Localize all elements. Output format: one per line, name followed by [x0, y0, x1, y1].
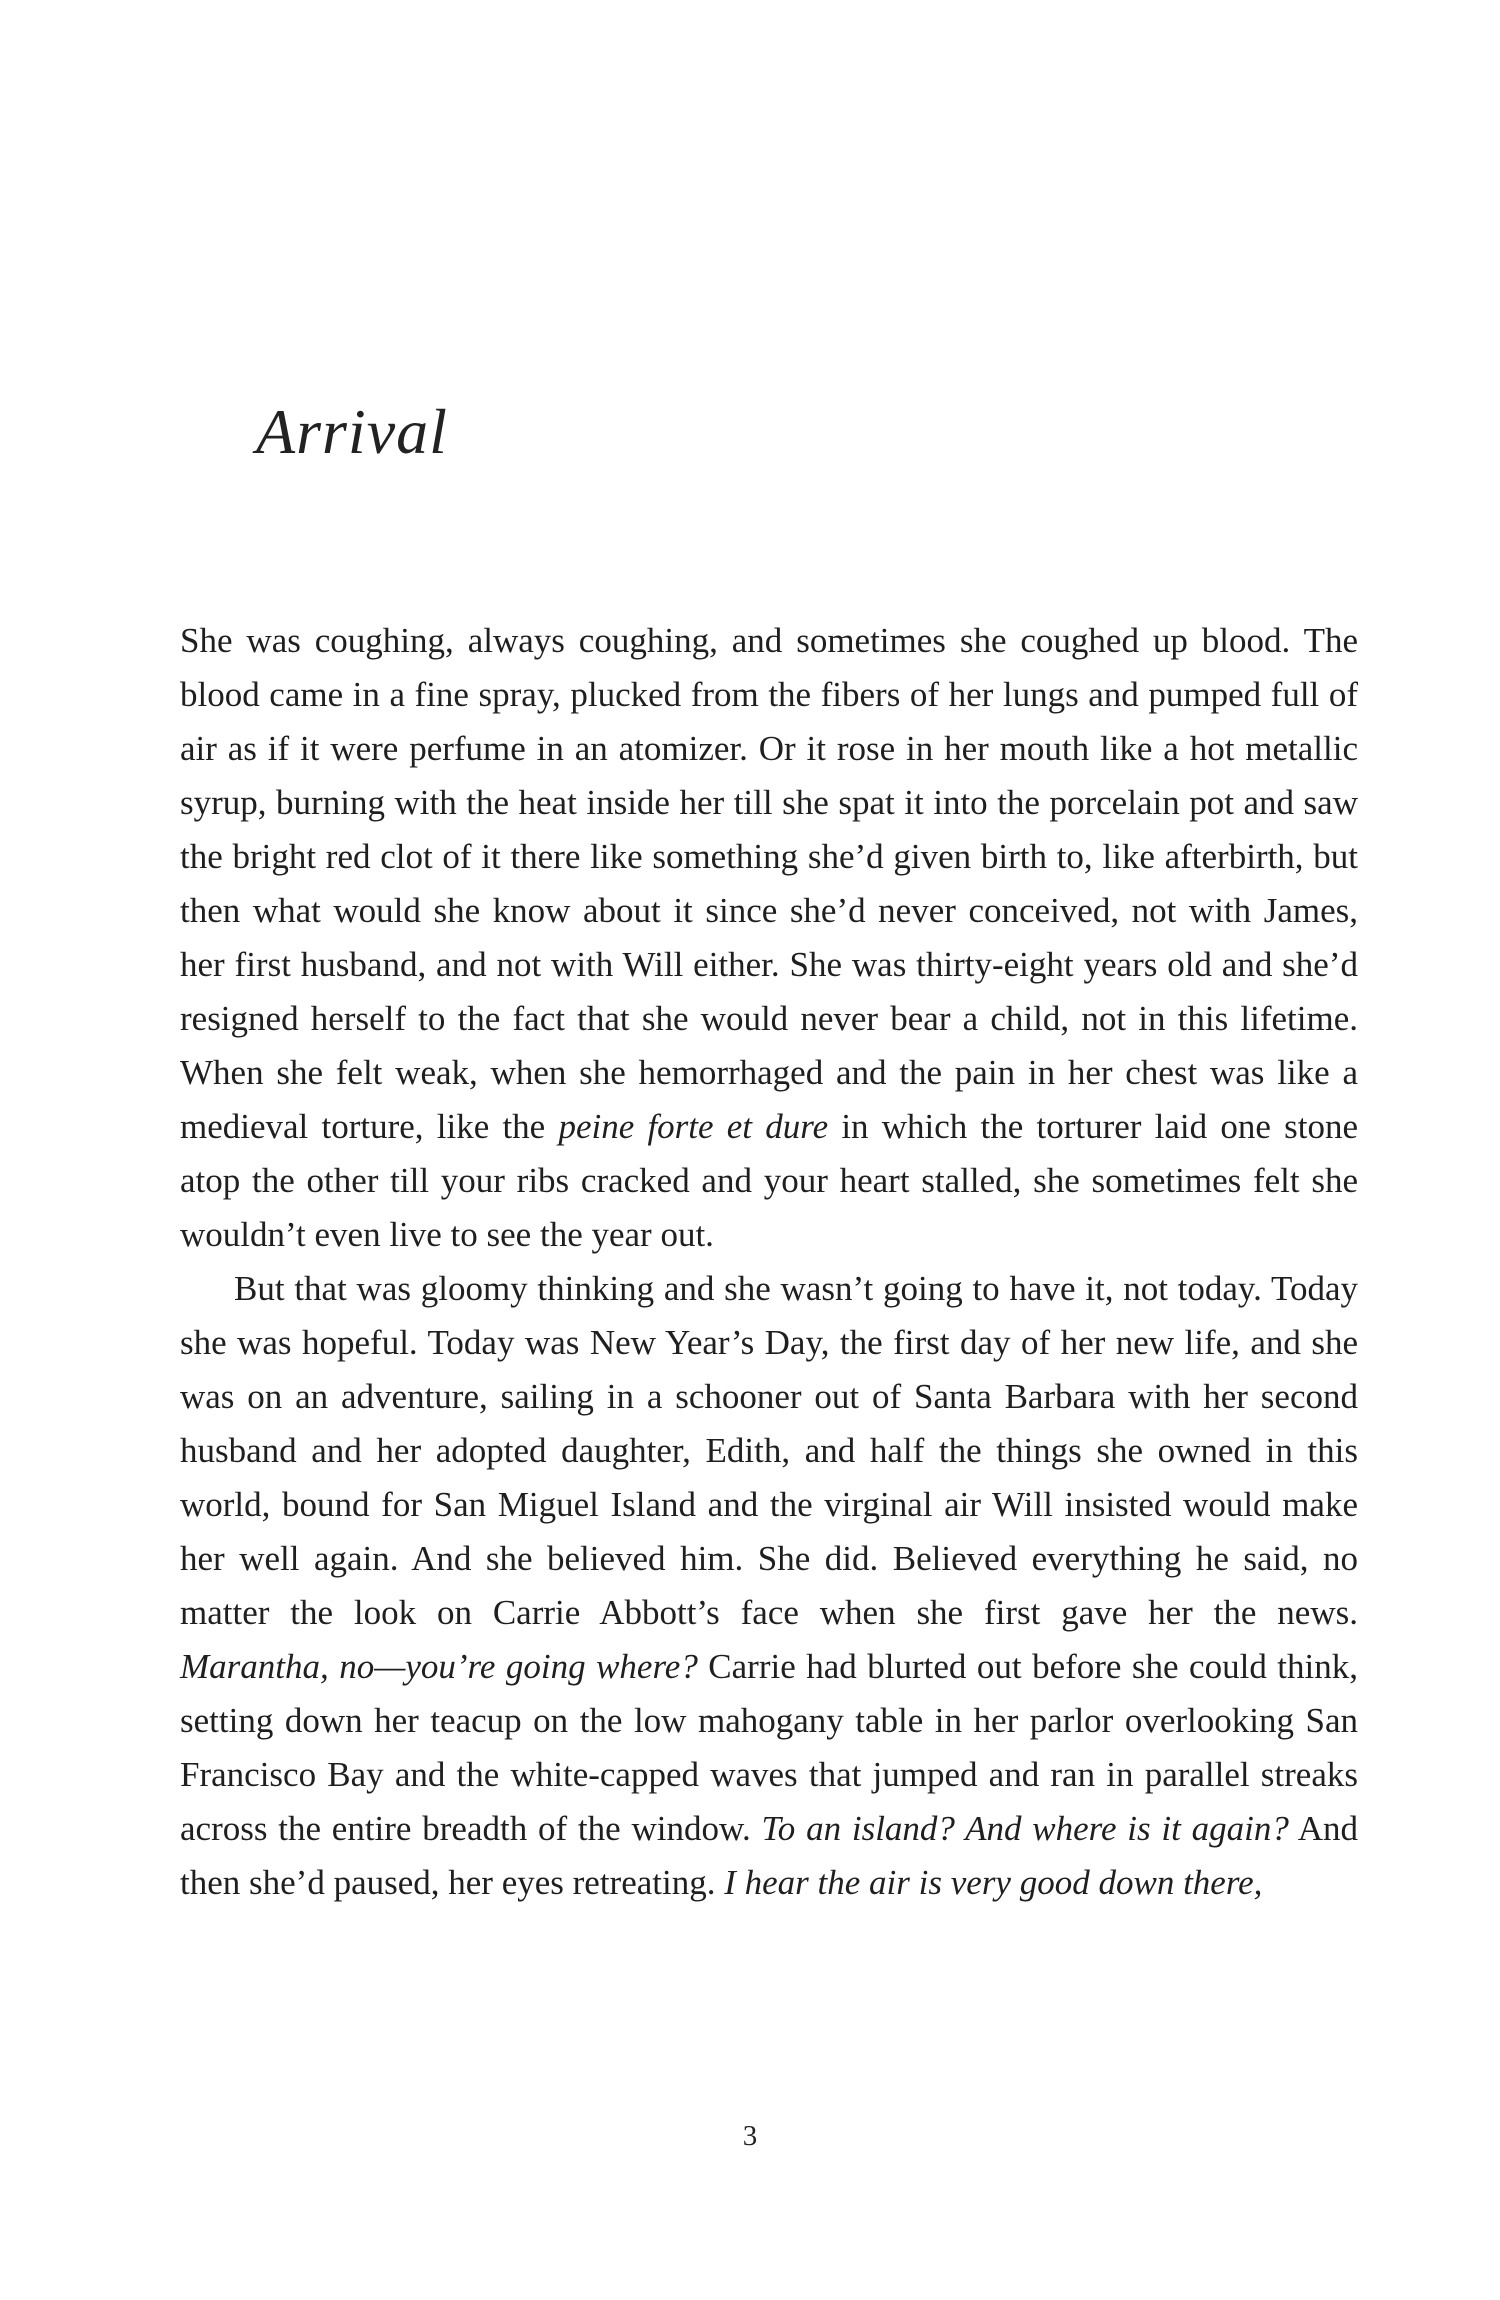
paragraph [180, 614, 1358, 1262]
text-run: And then she’d paused, her eyes retreating. [180, 1809, 1358, 1902]
text-run: But that was gloomy thinking and she wasn’t going to have it, not today. Today she was hopeful. Today was New Year’s Day, the first day of her new life, and she was on an adventure, sailing in a schooner out of Santa Barbara with her second husband and her adopted daughter, Edith, and half the things she owned in this world, bound for San Miguel Island and the virginal air Will insisted would make her well again. And she believed him. She did. Believed everything he said, no matter the look on Carrie Abbott’s face when she first gave her the news. [180, 1269, 1358, 1632]
page-number: 3 [742, 2120, 758, 2152]
italic-text-run: peine forte et dure [558, 1107, 829, 1146]
italic-text-run: I hear the air is very good down there, [724, 1863, 1263, 1902]
italic-text-run: To an island? And where is it again? [761, 1809, 1289, 1848]
text-run: in which the torturer laid one stone atop the other till your ribs cracked and your heart stalled, she sometimes felt she wouldn’t even live to see the year out. [180, 1107, 1358, 1254]
chapter-title: Arrival [256, 396, 448, 467]
paragraph [180, 1262, 1358, 1910]
text-run: She was coughing, always coughing, and sometimes she coughed up blood. The blood came in a fine spray, plucked from the fibers of her lungs and pumped full of air as if it were perfume in an atomizer. Or it rose in her mouth like a hot metallic syrup, burning with the heat inside her till she spat it into the porcelain pot and saw the bright red clot of it there like something she’d given birth to, like afterbirth, but then what would she know about it since she’d never conceived, not with James, her first husband, and not with Will either. She was thirty-eight years old and she’d resigned herself to the fact that she would never bear a child, not in this lifetime. When she felt weak, when she hemorrhaged and the pain in her chest was like a medieval torture, like the [180, 621, 1358, 1146]
text-run: Carrie had blurted out before she could think, setting down her teacup on the low mahogany table in her parlor overlooking San Francisco Bay and the white-capped waves that jumped and ran in parallel streaks across the entire breadth of the window. [180, 1647, 1358, 1848]
italic-text-run: Marantha, no—you’re going where? [180, 1647, 698, 1686]
body-text [180, 614, 1358, 1910]
